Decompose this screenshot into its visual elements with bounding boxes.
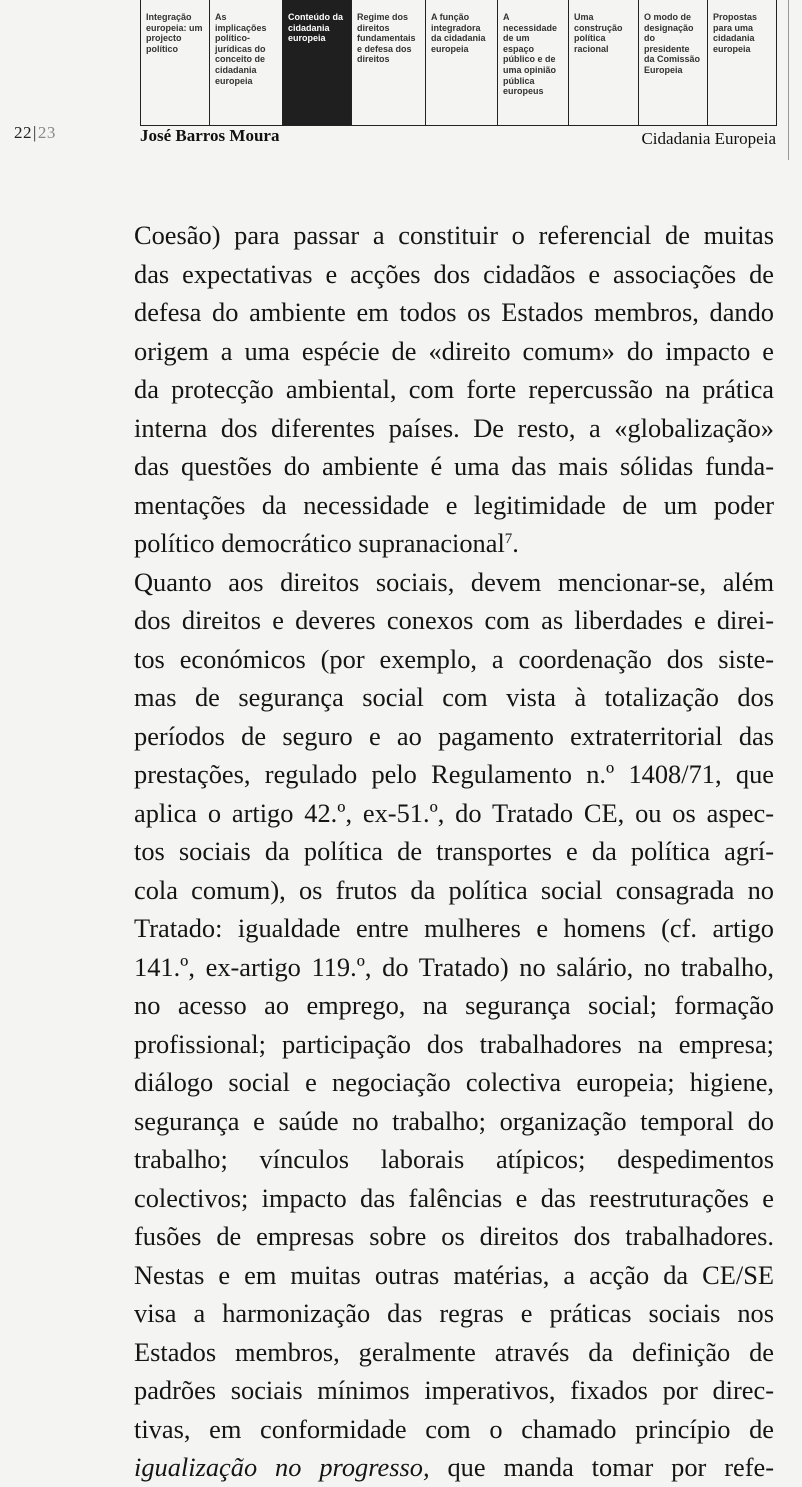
- footnote-reference[interactable]: 7: [504, 531, 513, 547]
- text-line: [134, 678, 774, 717]
- chapter-tab-9[interactable]: Propostas para uma cidadania europeia: [707, 0, 777, 125]
- text-line: [134, 909, 774, 948]
- text-line: [134, 871, 774, 910]
- text-line-content: Tratado: igualdade entre mulheres e homens (cf. artigo: [134, 913, 774, 943]
- text-line: [134, 794, 774, 833]
- text-line: [134, 563, 774, 602]
- page-number-right: 23: [37, 123, 56, 142]
- text-line: [134, 1102, 774, 1141]
- text-line-content: períodos de seguro e ao pagamento extraterritorial das: [134, 720, 774, 751]
- text-line-content: segurança e saúde no trabalho; organização temporal do: [134, 1105, 774, 1136]
- running-head-title: Cidadania Europeia: [641, 129, 776, 148]
- text-line-content: tos económicos (por exemplo, a coordenação dos siste-: [134, 643, 774, 674]
- text-line-content: interna dos diferentes países. De resto, a «globalização»: [134, 412, 774, 443]
- italic-term: igualização no progresso,: [134, 1452, 430, 1482]
- text-line: [134, 216, 774, 255]
- text-line: [134, 1333, 774, 1372]
- text-line: [134, 1256, 774, 1295]
- text-line-content: tos sociais da política de transportes e da política agrí-: [134, 836, 774, 866]
- chapter-tab-5[interactable]: A função integradora da cidadania europeia: [425, 0, 497, 125]
- page-edge-rule: [788, 0, 789, 160]
- text-line: [134, 1371, 774, 1410]
- text-line: [134, 447, 774, 486]
- text-line-content: mentações da necessidade e legitimidade de um poder: [134, 489, 774, 520]
- page-number-separator: |: [33, 123, 37, 142]
- page-number-left: 22: [14, 123, 32, 142]
- text-line-content: dos direitos e deveres conexos com as liberdades e direi-: [134, 605, 774, 635]
- running-head-author: José Barros Moura: [140, 126, 280, 145]
- chapter-tab-8[interactable]: O modo de designação do presidente da Comissão Europeia: [638, 0, 707, 125]
- text-line-content: das expectativas e acções dos cidadãos e associações de: [134, 258, 774, 289]
- text-line: [134, 1217, 774, 1256]
- text-line: [134, 255, 774, 294]
- text-line: [134, 293, 774, 332]
- text-line-content: profissional; participação dos trabalhadores na empresa;: [134, 1028, 774, 1059]
- text-line: [134, 486, 774, 525]
- text-line-content: origem a uma espécie de «direito comum» do impacto e: [134, 335, 774, 366]
- text-line-content: padrões sociais mínimos imperativos, fixados por direc-: [134, 1375, 774, 1405]
- text-line-content: trabalho; vínculos laborais atípicos; despedimentos: [134, 1144, 774, 1174]
- text-line-content: prestações, regulado pelo Regulamento n.º 1408/71, que: [134, 759, 774, 789]
- text-line: [134, 601, 774, 640]
- text-line: [134, 524, 774, 563]
- sentence-period: .: [512, 528, 519, 558]
- text-line-content: visa a harmonização das regras e práticas sociais nos: [134, 1298, 774, 1328]
- chapter-tab-7[interactable]: Uma construção política racional: [568, 0, 638, 125]
- text-line-content: Estados membros, geralmente através da definição de: [134, 1336, 774, 1367]
- text-line: [134, 986, 774, 1025]
- chapter-tab-6[interactable]: A necessidade de um espaço público e de uma opinião pública europeus: [497, 0, 568, 125]
- text-line-content: aplica o artigo 42.º, ex-51.º, do Tratado CE, ou os aspec-: [134, 797, 774, 828]
- text-line: [134, 409, 774, 448]
- chapter-tab-2[interactable]: As implicações político- jurídicas do conceito de cidadania europeia: [209, 0, 282, 125]
- text-line-content: defesa do ambiente em todos os Estados membros, dando: [134, 297, 774, 327]
- text-line-content: Quanto aos direitos sociais, devem mencionar-se, além: [134, 566, 774, 597]
- text-line: [134, 948, 774, 987]
- chapter-tab-4[interactable]: Regime dos direitos fundamentais e defesa dos direitos: [351, 0, 425, 125]
- text-line-content: Nestas e em muitas outras matérias, a acção da CE/SE: [134, 1259, 774, 1290]
- chapter-tab-bar: [140, 0, 777, 126]
- text-line-content: mas de segurança social com vista à totalização dos: [134, 682, 774, 712]
- text-line: [134, 832, 774, 871]
- text-line: [134, 370, 774, 409]
- text-line-content: 141.º, ex-artigo 119.º, do Tratado) no salário, no trabalho,: [134, 951, 774, 982]
- text-line: [134, 1448, 774, 1487]
- text-line-content: fusões de empresas sobre os direitos dos trabalhadores.: [134, 1221, 774, 1251]
- text-line: [134, 640, 774, 679]
- text-line: [134, 332, 774, 371]
- text-line-content: diálogo social e negociação colectiva europeia; higiene,: [134, 1067, 774, 1097]
- text-line: [134, 1294, 774, 1333]
- text-line-content: que manda tomar por refe-: [429, 1452, 774, 1482]
- text-line: [134, 1063, 774, 1102]
- text-line-content: das questões do ambiente é uma das mais sólidas funda-: [134, 451, 774, 481]
- text-line: [134, 1179, 774, 1218]
- text-line: [134, 1410, 774, 1449]
- text-line: [134, 755, 774, 794]
- text-line-content: político democrático supranacional: [134, 528, 505, 558]
- text-line: [134, 1025, 774, 1064]
- text-line-content: colectivos; impacto das falências e das reestruturações e: [134, 1182, 774, 1213]
- page-number: [14, 123, 56, 143]
- text-line: [134, 717, 774, 756]
- body-text: [134, 216, 774, 1487]
- text-line: [134, 1140, 774, 1179]
- text-line-content: da protecção ambiental, com forte repercussão na prática: [134, 374, 774, 404]
- text-line-content: cola comum), os frutos da política social consagrada no: [134, 874, 774, 905]
- text-line-content: Coesão) para passar a constituir o referencial de muitas: [134, 220, 774, 250]
- chapter-tab-1[interactable]: Integração europeia: um projecto político: [140, 0, 209, 125]
- text-line-content: no acesso ao emprego, na segurança social; formação: [134, 990, 774, 1020]
- text-line-content: tivas, em conformidade com o chamado princípio de: [134, 1413, 774, 1444]
- chapter-tab-3[interactable]: Conteúdo da cidadania europeia: [282, 0, 351, 125]
